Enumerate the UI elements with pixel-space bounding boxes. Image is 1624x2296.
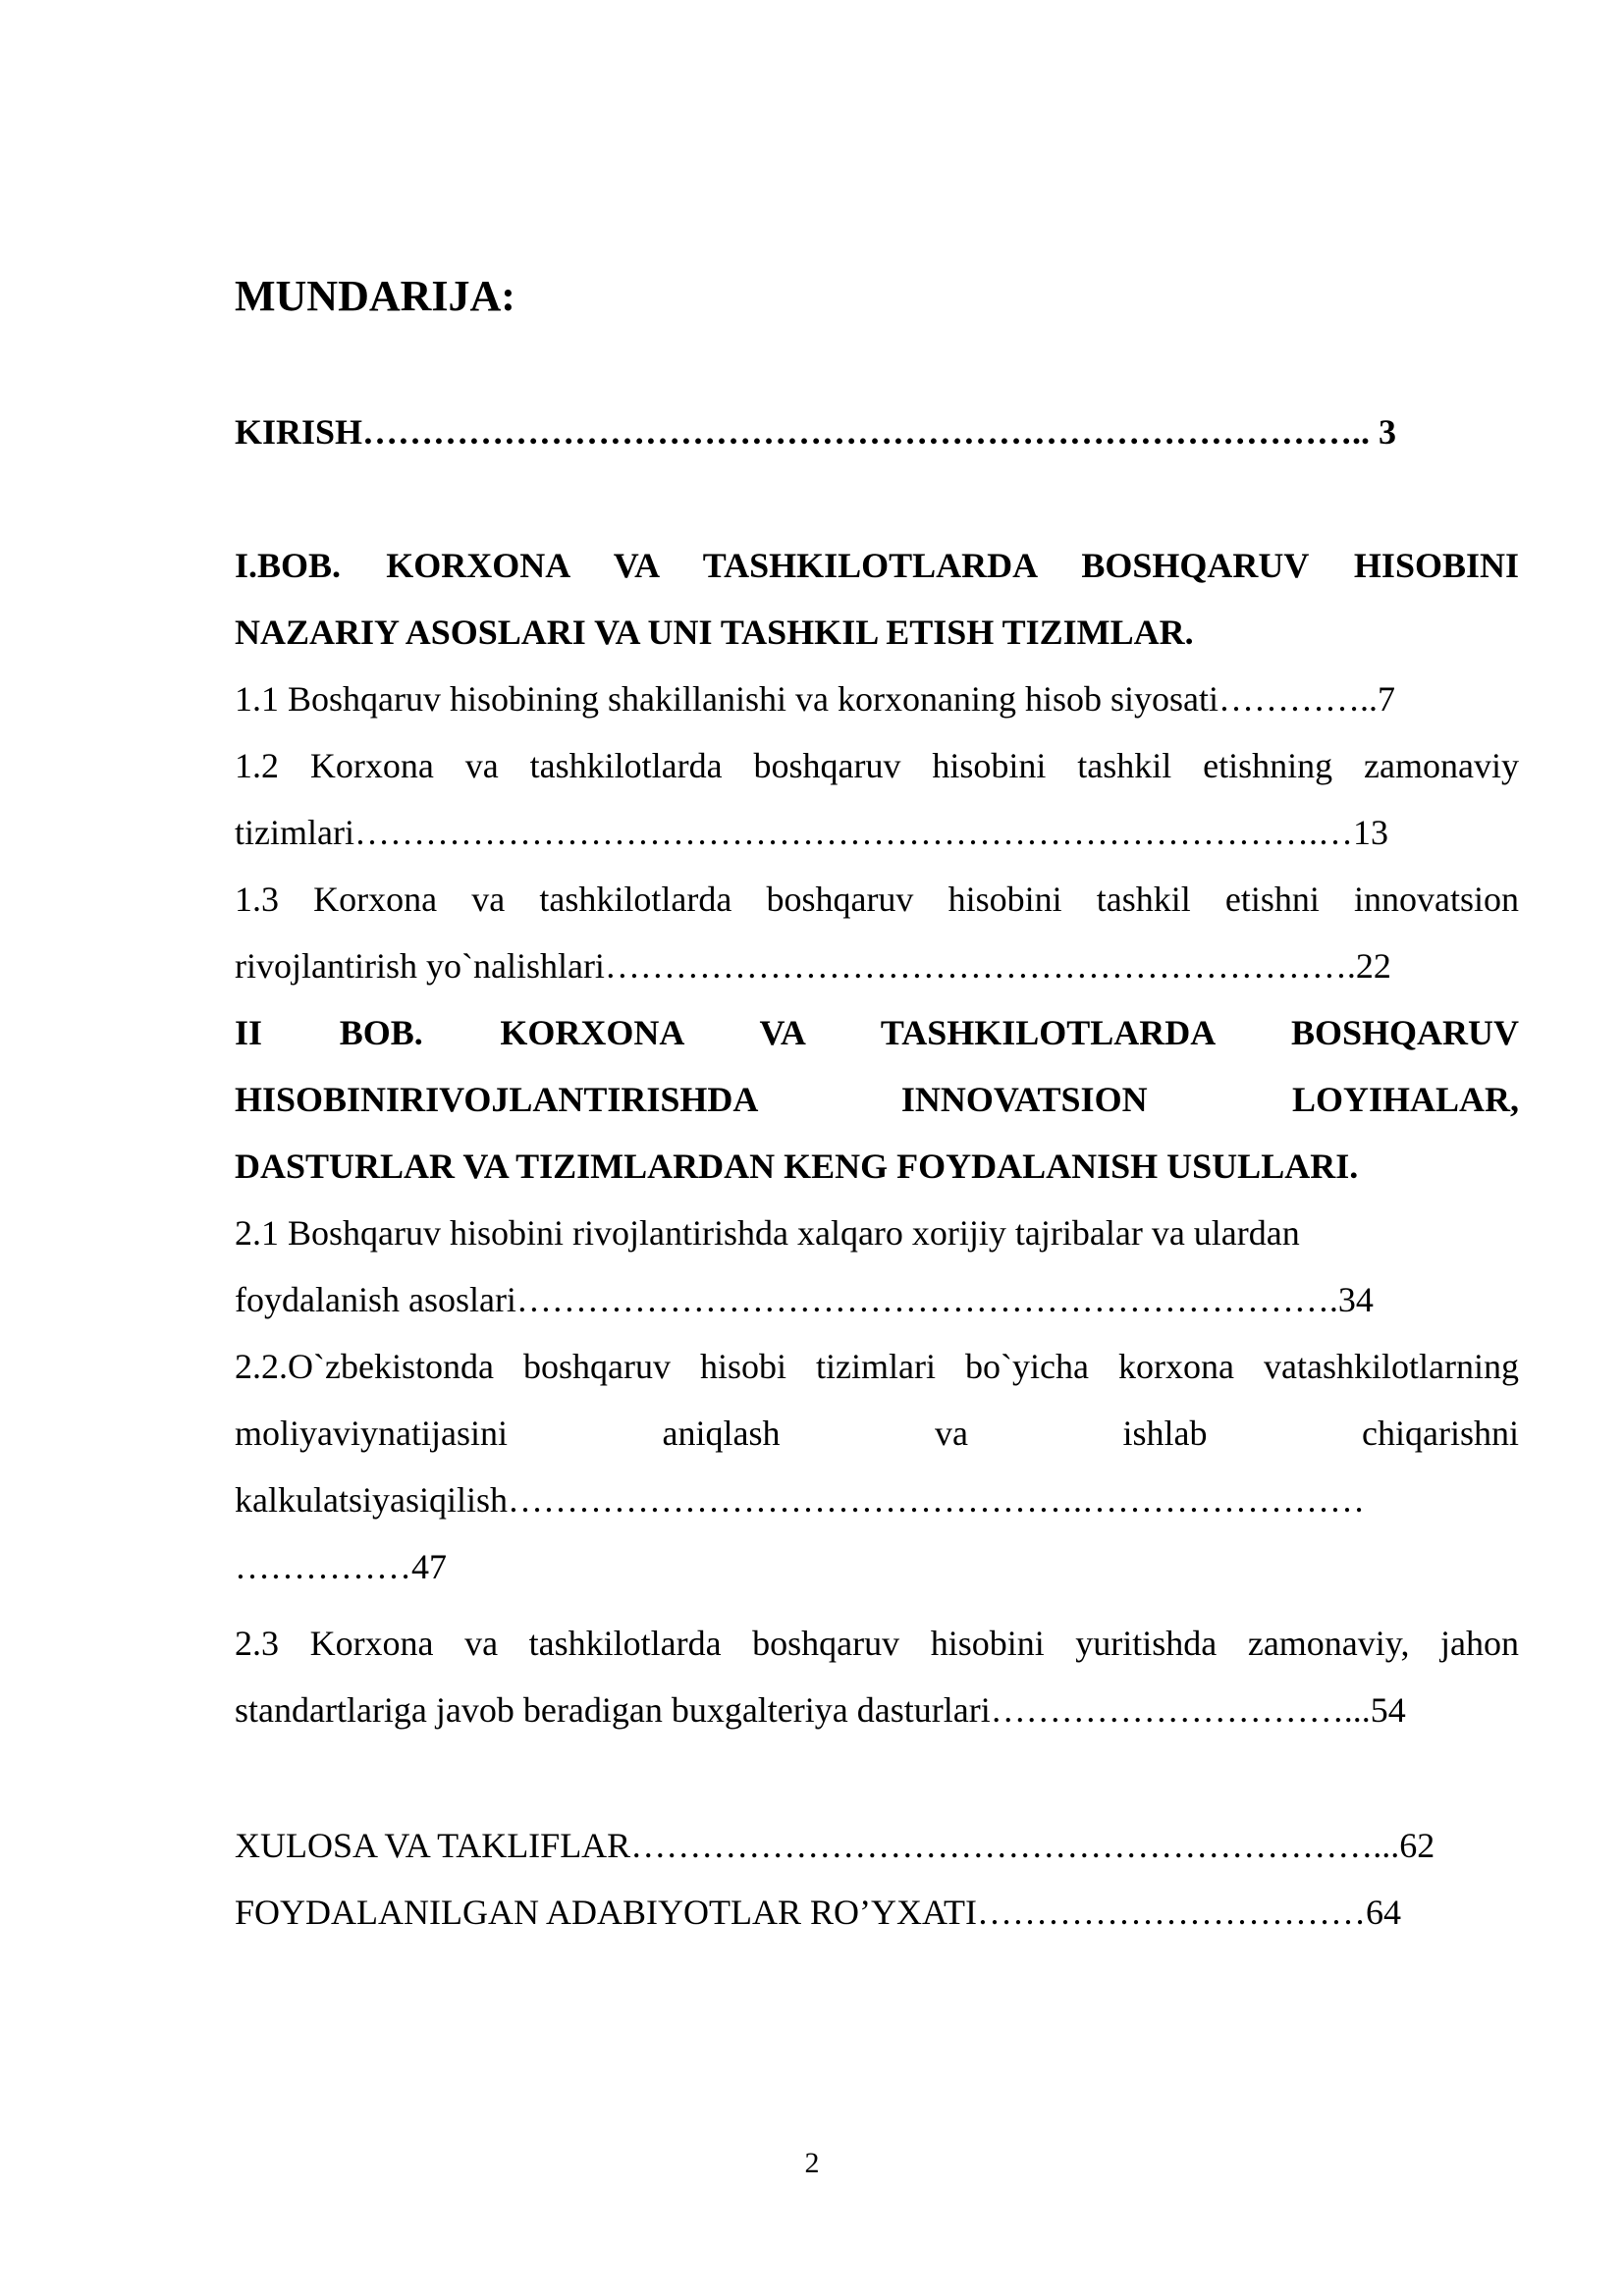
toc-entry-2-1-line-1: 2.1 Boshqaruv hisobini rivojlantirishda xalqaro xorijiy tajribalar va ulardan [235,1213,1300,1253]
toc-entry-references: FOYDALANILGAN ADABIYOTLAR RO’YXATI……………………………64 [235,1893,1401,1932]
chapter-1-heading-line-2: NAZARIY ASOSLARI VA UNI TASHKIL ETISH TIZIMLAR. [235,613,1194,652]
chapter-1-heading-line-1: I.BOB. KORXONA VA TASHKILOTLARDA BOSHQARUV HISOBINI [235,546,1519,585]
toc-entry-2-2-line-1: 2.2.O`zbekistonda boshqaruv hisobi tizimlari bo`yicha korxona vatashkilotlarning [235,1347,1519,1386]
chapter-2-heading-line-2: HISOBINIRIVOJLANTIRISHDA INNOVATSION LOYIHALAR, [235,1080,1519,1119]
toc-entry-2-2-line-4: ……………47 [235,1547,447,1586]
toc-entry-1-2-line-2: tizimlari……………………………………………………………………….…13 [235,813,1388,852]
chapter-2-heading-line-1: II BOB. KORXONA VA TASHKILOTLARDA BOSHQARUV [235,1013,1519,1052]
toc-entry-1-3-line-2: rivojlantirish yo`nalishlari……………………………………………………….22 [235,946,1391,986]
toc-entry-2-2-line-3: kalkulatsiyasiqilish………………………………………….…………………… [235,1480,1365,1520]
toc-entry-conclusion: XULOSA VA TAKLIFLAR………………………………………………………...62 [235,1826,1435,1865]
toc-entry-1-2-line-1: 1.2 Korxona va tashkilotlarda boshqaruv hisobini tashkil etishning zamonaviy [235,746,1519,785]
toc-entry-1-3-line-1: 1.3 Korxona va tashkilotlarda boshqaruv hisobini tashkil etishni innovatsion [235,880,1519,919]
chapter-2-heading-line-3: DASTURLAR VA TIZIMLARDAN KENG FOYDALANISH USULLARI. [235,1147,1359,1186]
page-title: MUNDARIJA: [235,272,515,320]
toc-entry-kirish: KIRISH………………………………………………………………………….. 3 [235,412,1397,452]
toc-entry-2-3-line-1: 2.3 Korxona va tashkilotlarda boshqaruv hisobini yuritishda zamonaviy, jahon [235,1624,1519,1663]
toc-entry-2-1-line-2: foydalanish asoslari…………………………………………………………….34 [235,1280,1374,1319]
page-number: 2 [804,2147,820,2179]
toc-entry-1-1: 1.1 Boshqaruv hisobining shakillanishi va korxonaning hisob siyosati…………..7 [235,679,1395,719]
toc-entry-2-2-line-2: moliyaviynatijasini aniqlash va ishlab chiqarishni [235,1414,1519,1453]
toc-entry-2-3-line-2: standartlariga javob beradigan buxgalteriya dasturlari…………………………...54 [235,1690,1406,1730]
